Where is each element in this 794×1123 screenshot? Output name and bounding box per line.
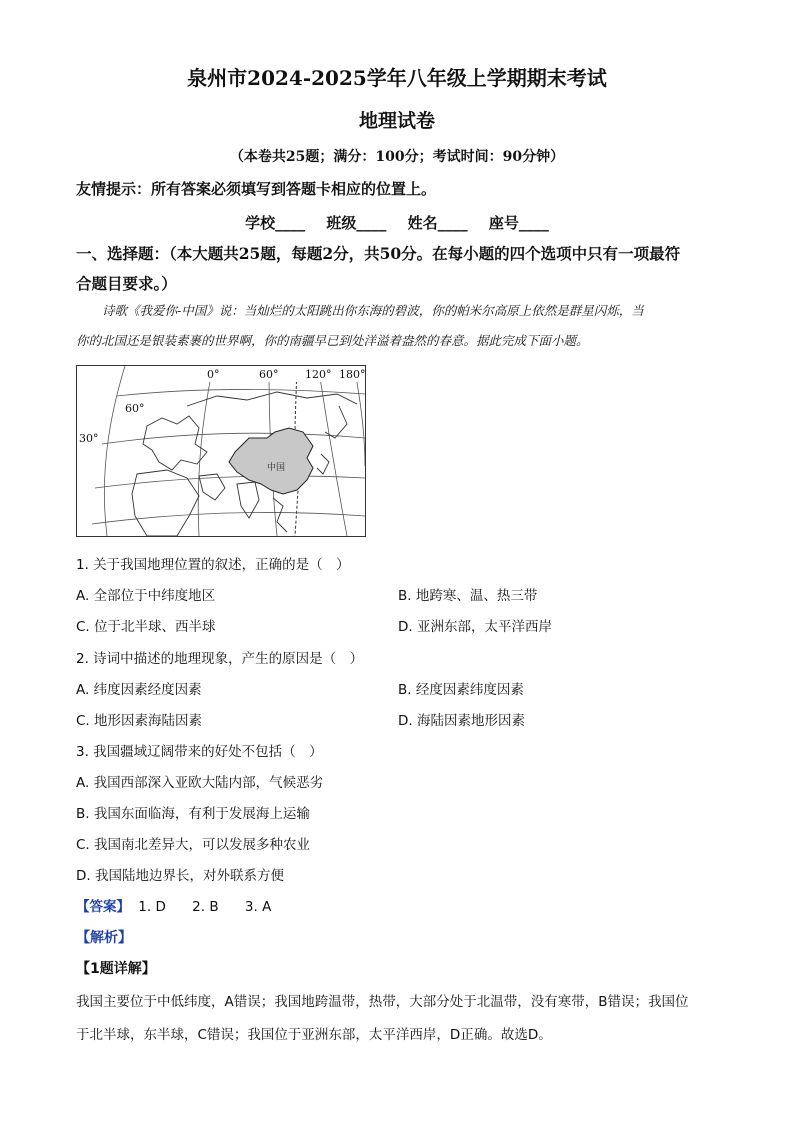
- parallel-line: [102, 433, 365, 444]
- poem-line1: 诗歌《我爱你-中国》说：当灿烂的太阳跳出你东海的碧波，你的帕米尔高原上依然是群星闪烁，当: [102, 303, 644, 318]
- detail-title: 【1题详解】: [76, 961, 156, 977]
- europe-outline: [143, 416, 207, 470]
- q2-option-c[interactable]: C. 地形因素海陆因素: [76, 713, 203, 729]
- answer-3: 3. A: [244, 899, 272, 915]
- parallel-line: [95, 476, 365, 488]
- q2-option-d[interactable]: D. 海陆因素地形因素: [398, 713, 525, 729]
- china-label: 中国: [267, 463, 286, 473]
- africa-outline: [132, 470, 199, 536]
- detail-line-2: 于北半球，东半球，C错误；我国位于亚洲东部，太平洋西岸，D正确。故选D。: [76, 1027, 552, 1043]
- answer-1: 1. D: [138, 899, 166, 915]
- school-field[interactable]: 学校____: [245, 214, 306, 232]
- china-region: [229, 428, 313, 494]
- section-heading-line2: 合题目要求。）: [76, 274, 177, 293]
- lon-label-60: 60°: [259, 368, 279, 381]
- question-2-stem: 2. 诗词中描述的地理现象，产生的原因是（ ）: [76, 651, 364, 667]
- section-heading-line1: 一、选择题：（本大题共25题，每题2分，共50分。在每小题的四个选项中只有一项最符: [76, 244, 681, 263]
- lat-label-30: 30°: [79, 432, 99, 445]
- parallel-line: [92, 512, 365, 524]
- exam-title: 泉州市2024-2025学年八年级上学期期末考试: [187, 66, 607, 90]
- poem-line2: 你的北国还是银装素裹的世界啊，你的南疆早已到处洋溢着盎然的春意。据此完成下面小题。: [76, 333, 589, 348]
- lon-label-0: 0°: [207, 368, 220, 381]
- answer-row: [76, 895, 293, 915]
- detail-text: [76, 986, 720, 1052]
- east-coast: [325, 406, 347, 438]
- q1-option-c[interactable]: C. 位于北半球、西半球: [76, 619, 216, 635]
- q1-option-d[interactable]: D. 亚洲东部，太平洋西岸: [398, 619, 552, 635]
- q1-option-a[interactable]: A. 全部位于中纬度地区: [76, 588, 216, 604]
- q3-option-b[interactable]: B. 我国东面临海，有利于发展海上运输: [76, 806, 310, 822]
- analysis-label: 【解析】: [76, 930, 132, 946]
- student-info: [0, 212, 794, 233]
- lon-label-180: 180°: [339, 368, 365, 381]
- q2-option-b[interactable]: B. 经度因素纬度因素: [398, 682, 524, 698]
- q3-option-d[interactable]: D. 我国陆地边界长，对外联系方便: [76, 868, 284, 884]
- q3-option-a[interactable]: A. 我国西部深入亚欧大陆内部，气候恶劣: [76, 775, 324, 791]
- question-1-stem: 1. 关于我国地理位置的叙述，正确的是（ ）: [76, 557, 350, 573]
- meridian-line: [198, 371, 212, 536]
- friendly-tip: 友情提示：所有答案必须填写到答题卡相应的位置上。: [76, 180, 437, 198]
- exam-note: （本卷共25题；满分：100分；考试时间：90分钟）: [229, 149, 565, 165]
- detail-line-1: 我国主要位于中低纬度，A错误；我国地跨温带，热带，大部分处于北温带，没有寒带，B错误；我国位: [76, 994, 689, 1010]
- q2-option-a[interactable]: A. 纬度因素经度因素: [76, 682, 202, 698]
- lon-label-120: 120°: [305, 368, 332, 381]
- arctic-coast: [187, 392, 357, 406]
- world-map-figure: [76, 365, 366, 537]
- meridian-line: [355, 371, 365, 466]
- answer-2: 2. B: [192, 899, 219, 915]
- question-3-stem: 3. 我国疆域辽阔带来的好处不包括（ ）: [76, 744, 323, 760]
- name-field[interactable]: 姓名____: [407, 214, 468, 232]
- q3-option-c[interactable]: C. 我国南北差异大，可以发展多种农业: [76, 837, 311, 853]
- lat-label-60: 60°: [125, 402, 145, 415]
- q1-option-b[interactable]: B. 地跨寒、温、热三带: [398, 588, 538, 604]
- seat-field[interactable]: 座号____: [488, 214, 549, 232]
- answer-label: 【答案】: [76, 899, 130, 915]
- poem-passage: [76, 296, 720, 356]
- map-svg: [77, 366, 365, 536]
- meridian-line: [104, 366, 125, 536]
- class-field[interactable]: 班级____: [326, 214, 387, 232]
- subject-title: 地理试卷: [358, 110, 435, 132]
- japan-outline: [317, 454, 329, 474]
